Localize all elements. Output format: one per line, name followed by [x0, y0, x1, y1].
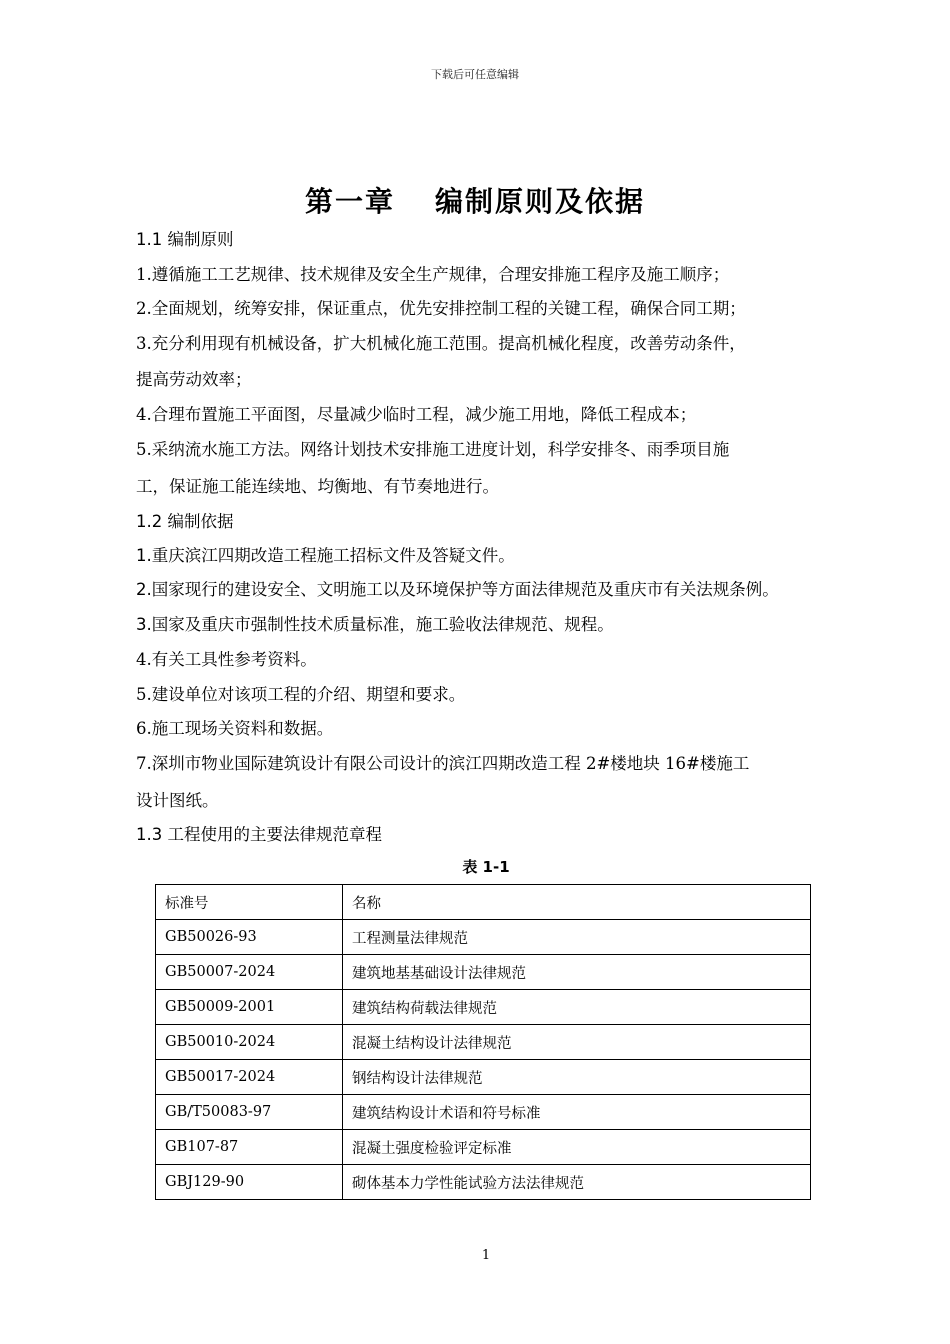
basis-item-1-text: 程施工招标文件及答疑文件。 [300, 546, 515, 565]
standard-code: GBJ129-90 [156, 1165, 343, 1200]
table-row [156, 1130, 811, 1165]
standard-code: GB50009-2001 [156, 990, 343, 1025]
principle-line-3-cont: 提高劳动效率； [136, 370, 252, 389]
table-header-name: 名称 [343, 885, 811, 920]
basis-item-3-text: 国家及重庆市强制性技术质量标准，施工验收法律规范、规程。 [151, 615, 614, 634]
principle-line-1: 1.遵循施工工艺规律、技术规律及安全生产规律，合理安排施工程序及施工顺序； [136, 265, 730, 284]
standard-code: GB107-87 [156, 1130, 343, 1165]
table-row [156, 1060, 811, 1095]
basis-item-2 [136, 576, 779, 600]
basis-item-2-number: 2. [136, 580, 152, 599]
table-row [156, 1025, 811, 1060]
principle-line-5-cont: 工，保证施工能连续地、均衡地、有节奏地进行。 [136, 477, 499, 496]
section-heading-1-1: 1.1 编制原则 [136, 230, 234, 249]
basis-item-7-cont: 设计图纸。 [136, 791, 219, 810]
table-row [156, 1095, 811, 1130]
standard-name: 建筑地基基础设计法律规范 [343, 955, 811, 990]
table-caption: 表 1-1 [462, 858, 510, 876]
basis-item-3-number: 3. [136, 615, 152, 634]
standard-name: 砌体基本力学性能试验方法法律规范 [343, 1165, 811, 1200]
standard-code: GB/T50083-97 [156, 1095, 343, 1130]
chapter-title [0, 180, 950, 220]
basis-item-5: 5.建设单位对该项工程的介绍、期望和要求。 [136, 685, 466, 704]
chapter-name: 编制原则及依据 [435, 185, 646, 218]
standard-name: 混凝土强度检验评定标准 [343, 1130, 811, 1165]
basis-item-2-text: 国家现行的建设安全、文明施工以及环境保护等方面法律规范及重庆市有关法规条例。 [151, 580, 779, 599]
basis-item-3 [136, 611, 614, 635]
section-heading-1-3: 1.3 工程使用的主要法律规范章程 [136, 825, 382, 844]
standard-name: 工程测量法律规范 [343, 920, 811, 955]
principle-line-2: 2.全面规划，统筹安排，保证重点，优先安排控制工程的关键工程，确保合同工期； [136, 299, 746, 318]
standard-name: 建筑结构设计术语和符号标准 [343, 1095, 811, 1130]
page-number: 1 [481, 1248, 491, 1263]
principle-line-5: 5.采纳流水施工方法。网络计划技术安排施工进度计划，科学安排冬、雨季项目施 [136, 440, 730, 459]
table-header-code: 标准号 [156, 885, 343, 920]
standard-name: 钢结构设计法律规范 [343, 1060, 811, 1095]
page-header-note: 下载后可任意编辑 [431, 68, 519, 81]
basis-item-1-project: 1.重庆滨江四期改造工 [136, 546, 301, 565]
section-heading-1-2: 1.2 编制依据 [136, 512, 234, 531]
principle-line-4: 4.合理布置施工平面图，尽量减少临时工程，减少施工用地，降低工程成本； [136, 405, 697, 424]
standard-name: 混凝土结构设计法律规范 [343, 1025, 811, 1060]
standard-code: GB50026-93 [156, 920, 343, 955]
standard-name: 建筑结构荷载法律规范 [343, 990, 811, 1025]
chapter-number: 第一章 [304, 185, 395, 218]
table-row [156, 955, 811, 990]
table-row [156, 990, 811, 1025]
standard-code: GB50007-2024 [156, 955, 343, 990]
basis-item-6: 6.施工现场关资料和数据。 [136, 719, 334, 738]
principle-line-3: 3.充分利用现有机械设备，扩大机械化施工范围。提高机械化程度，改善劳动条件， [136, 334, 746, 353]
standards-table [155, 884, 811, 1200]
basis-item-7: 7.深圳市物业国际建筑设计有限公司设计的滨江四期改造工程 2#楼地块 16#楼施工 [136, 754, 750, 773]
standard-code: GB50017-2024 [156, 1060, 343, 1095]
basis-item-1 [136, 542, 515, 566]
standard-code: GB50010-2024 [156, 1025, 343, 1060]
table-header-row [156, 885, 811, 920]
table-row [156, 920, 811, 955]
table-row [156, 1165, 811, 1200]
basis-item-4: 4.有关工具性参考资料。 [136, 650, 317, 669]
